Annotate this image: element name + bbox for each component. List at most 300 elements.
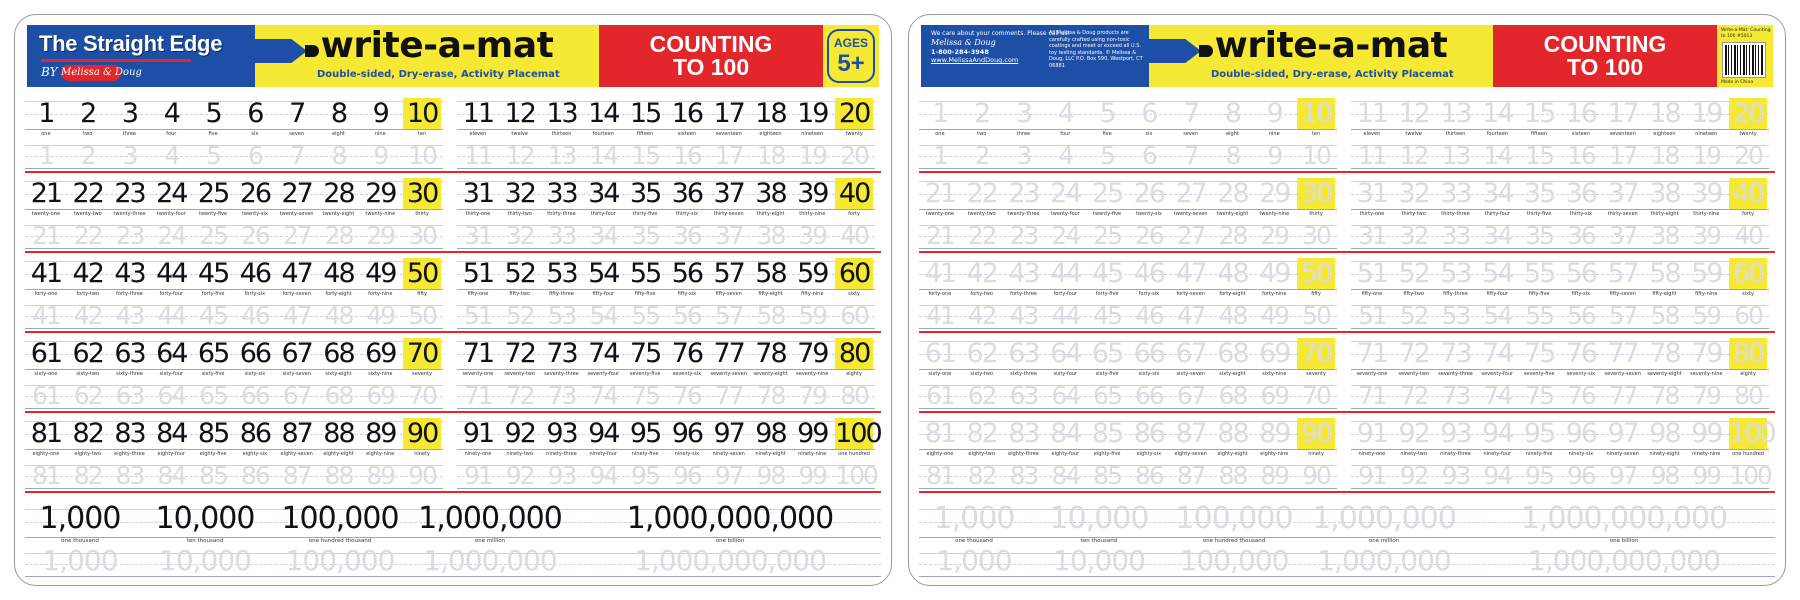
number-digit: 98 xyxy=(755,418,786,449)
number-cell xyxy=(150,93,192,169)
number-digit: 10 xyxy=(1297,98,1335,129)
number-digit: 74 xyxy=(1482,338,1513,369)
number-cell xyxy=(1253,413,1295,489)
number-digit: 61 xyxy=(30,338,62,369)
number-word: forty-seven xyxy=(1176,291,1205,297)
number-cell xyxy=(541,93,583,169)
big-number-item xyxy=(25,501,135,581)
number-cell xyxy=(359,173,401,249)
safety-notice: All Melissa & Doug products are carefully crafted using non-toxic coatings and meet or exceed all U.S. toy testing standards. © Melissa & Doug, LLC P.O. Box 590, Westport, CT 06881 xyxy=(1049,30,1143,69)
number-digit: 53 xyxy=(546,258,577,289)
number-digit: 1 xyxy=(932,98,948,129)
number-cell xyxy=(401,93,443,169)
number-cell xyxy=(401,173,443,249)
number-cells xyxy=(1351,93,1769,169)
number-word: eighty-four xyxy=(1051,451,1080,457)
number-cells xyxy=(457,93,875,169)
number-digit: 6 xyxy=(1141,98,1157,129)
number-digit: 80 xyxy=(835,338,873,369)
number-digit: 91 xyxy=(1356,418,1388,449)
number-digit: 37 xyxy=(713,178,744,209)
number-trace: 68 xyxy=(1218,381,1247,410)
number-trace: 82 xyxy=(967,461,996,490)
number-word: one hundred xyxy=(1732,451,1764,457)
number-digit: 72 xyxy=(1398,338,1429,369)
number-cell xyxy=(1685,413,1727,489)
number-trace: 5 xyxy=(1100,141,1115,170)
number-word: eighty-three xyxy=(1008,451,1039,457)
big-number-item xyxy=(405,501,575,581)
number-digit: 16 xyxy=(1565,98,1597,129)
number-trace: 25 xyxy=(1093,221,1121,250)
number-cell xyxy=(192,93,234,169)
number-trace: 75 xyxy=(631,381,659,410)
number-trace: 96 xyxy=(672,461,701,490)
melissa-doug-logo: Melissa & Doug xyxy=(61,65,121,81)
number-word: twenty-two xyxy=(967,211,996,217)
row-half xyxy=(457,413,881,490)
number-trace: 62 xyxy=(967,381,996,410)
number-cell xyxy=(1644,413,1686,489)
number-digit: 28 xyxy=(1217,178,1248,209)
number-word: five xyxy=(208,131,218,137)
number-cell xyxy=(109,253,151,329)
number-trace: 36 xyxy=(672,221,701,250)
number-digit: 31 xyxy=(1356,178,1388,209)
number-digit: 66 xyxy=(239,338,271,369)
number-word: eighty-six xyxy=(242,451,268,457)
number-digit: 96 xyxy=(671,418,703,449)
number-word: ninety-six xyxy=(674,451,700,457)
number-cell xyxy=(1685,173,1727,249)
number-cell xyxy=(919,93,961,169)
big-number-word: one million xyxy=(1368,538,1400,544)
number-word: forty-two xyxy=(76,291,99,297)
number-trace: 21 xyxy=(31,221,60,250)
big-number-digit: 10,000 xyxy=(155,501,255,536)
number-word: ninety xyxy=(414,451,430,457)
number-word: forty-six xyxy=(1138,291,1160,297)
number-word: twenty-one xyxy=(925,211,955,217)
number-digit: 96 xyxy=(1565,418,1597,449)
number-trace: 40 xyxy=(1734,221,1762,250)
number-digit: 64 xyxy=(156,338,187,369)
number-trace: 4 xyxy=(164,141,179,170)
number-cell xyxy=(25,173,67,249)
number-digit: 2 xyxy=(80,98,96,129)
number-digit: 51 xyxy=(1356,258,1388,289)
number-cell xyxy=(1435,413,1477,489)
big-number-digit: 1,000,000 xyxy=(1312,501,1456,536)
number-cell xyxy=(1685,333,1727,409)
number-word: eighty-eight xyxy=(323,451,354,457)
number-digit: 24 xyxy=(156,178,187,209)
brand-panel xyxy=(27,25,255,87)
title-panel xyxy=(1149,25,1493,87)
number-trace: 89 xyxy=(1260,461,1289,490)
number-digit: 30 xyxy=(1297,178,1335,209)
number-trace: 84 xyxy=(157,461,186,490)
number-cells xyxy=(457,173,875,249)
number-digit: 40 xyxy=(835,178,873,209)
number-digit: 59 xyxy=(797,258,828,289)
number-cell xyxy=(1518,173,1560,249)
subject-panel xyxy=(599,25,823,87)
number-trace: 63 xyxy=(115,381,144,410)
number-cell xyxy=(708,413,750,489)
number-cell xyxy=(276,173,318,249)
number-digit: 70 xyxy=(403,338,441,369)
number-trace: 20 xyxy=(840,141,868,170)
row-half xyxy=(1351,413,1775,490)
number-cell xyxy=(1393,333,1435,409)
number-cell xyxy=(791,333,833,409)
number-cells xyxy=(457,333,875,409)
number-trace: 54 xyxy=(589,301,618,330)
row-half xyxy=(919,413,1337,489)
number-trace: 3 xyxy=(122,141,137,170)
number-word: sixteen xyxy=(677,131,696,137)
number-word: twenty-four xyxy=(156,211,186,217)
number-trace: 100 xyxy=(1729,461,1771,490)
number-trace: 93 xyxy=(547,461,576,490)
number-word: eighty-six xyxy=(1136,451,1162,457)
number-trace: 54 xyxy=(1483,301,1512,330)
number-cell xyxy=(234,333,276,409)
number-digit: 79 xyxy=(1691,338,1722,369)
number-word: ninety-six xyxy=(1568,451,1594,457)
big-numbers-row xyxy=(25,501,881,581)
number-cell xyxy=(666,173,708,249)
number-trace: 14 xyxy=(589,141,618,170)
number-cells xyxy=(25,413,443,489)
number-cells xyxy=(919,253,1337,329)
number-word: fourteen xyxy=(1486,131,1508,137)
number-trace: 25 xyxy=(199,221,227,250)
number-trace: 2 xyxy=(80,141,95,170)
number-trace: 9 xyxy=(373,141,388,170)
number-digit: 18 xyxy=(1649,98,1680,129)
number-trace: 52 xyxy=(1399,301,1428,330)
number-trace: 57 xyxy=(714,301,743,330)
number-word: ten xyxy=(1311,131,1321,137)
number-cell xyxy=(1295,413,1337,489)
number-word: ninety-nine xyxy=(798,451,827,457)
number-trace: 26 xyxy=(240,221,269,250)
number-trace: 40 xyxy=(840,221,868,250)
number-word: twenty-two xyxy=(73,211,102,217)
number-cell xyxy=(1602,413,1644,489)
number-digit: 59 xyxy=(1691,258,1722,289)
number-cell xyxy=(1644,253,1686,329)
number-digit: 83 xyxy=(1008,418,1039,449)
number-trace: 22 xyxy=(73,221,102,250)
number-digit: 81 xyxy=(30,418,62,449)
number-cell xyxy=(666,413,708,489)
number-word: seventy xyxy=(412,371,432,377)
number-trace: 78 xyxy=(1650,381,1679,410)
number-digit: 67 xyxy=(1175,338,1206,369)
row-half xyxy=(25,253,443,329)
number-cell xyxy=(1170,173,1212,249)
number-digit: 73 xyxy=(546,338,577,369)
number-cell xyxy=(1351,333,1393,409)
number-word: ninety-one xyxy=(464,451,492,457)
number-cell xyxy=(1560,333,1602,409)
number-digit: 81 xyxy=(924,418,956,449)
product-title: write-a-mat xyxy=(320,25,554,66)
number-cell xyxy=(666,253,708,329)
number-cell xyxy=(1435,253,1477,329)
number-word: two xyxy=(83,131,93,137)
number-trace: 8 xyxy=(1225,141,1240,170)
number-word: seventy-five xyxy=(1523,371,1555,377)
number-digit: 16 xyxy=(671,98,703,129)
number-digit: 13 xyxy=(1440,98,1471,129)
subject-line-2: TO 100 xyxy=(1566,54,1644,80)
number-trace: 23 xyxy=(1009,221,1038,250)
number-cell xyxy=(1476,93,1518,169)
number-cell xyxy=(1560,173,1602,249)
number-word: sixty-nine xyxy=(1262,371,1287,377)
number-cell xyxy=(1435,333,1477,409)
number-cells xyxy=(25,93,443,169)
number-cell xyxy=(666,333,708,409)
number-word: thirty-two xyxy=(1401,211,1426,217)
number-trace: 20 xyxy=(1734,141,1762,170)
number-digit: 34 xyxy=(1482,178,1513,209)
number-digit: 74 xyxy=(588,338,619,369)
number-trace: 72 xyxy=(505,381,534,410)
number-word: fifty-one xyxy=(467,291,489,297)
number-cell xyxy=(359,333,401,409)
number-cell xyxy=(457,253,499,329)
number-digit: 56 xyxy=(1565,258,1597,289)
number-trace: 19 xyxy=(798,141,827,170)
number-digit: 88 xyxy=(1217,418,1248,449)
big-number-item xyxy=(1299,501,1469,581)
number-trace: 39 xyxy=(1692,221,1721,250)
row-half xyxy=(919,333,1337,409)
number-cells xyxy=(457,253,875,329)
number-trace: 33 xyxy=(1441,221,1470,250)
barcode-label: Write-a-Mat: Counting to 100 #5013 xyxy=(1721,28,1771,39)
number-cell xyxy=(919,253,961,329)
big-number-trace: 1,000 xyxy=(936,544,1012,577)
number-trace: 35 xyxy=(1525,221,1553,250)
row-half xyxy=(919,93,1337,169)
number-digit: 71 xyxy=(462,338,494,369)
number-trace: 100 xyxy=(835,461,877,490)
row-separator xyxy=(25,491,881,493)
number-digit: 87 xyxy=(281,418,312,449)
number-word: ninety-eight xyxy=(755,451,786,457)
number-digit: 38 xyxy=(1649,178,1680,209)
number-word: eighty-four xyxy=(157,451,186,457)
number-cell xyxy=(1128,333,1170,409)
number-trace: 57 xyxy=(1608,301,1637,330)
number-row xyxy=(919,413,1775,493)
number-cell xyxy=(1602,93,1644,169)
number-digit: 79 xyxy=(797,338,828,369)
number-cell xyxy=(624,93,666,169)
number-trace: 6 xyxy=(1141,141,1156,170)
number-digit: 35 xyxy=(629,178,661,209)
number-digit: 99 xyxy=(1691,418,1722,449)
number-trace: 61 xyxy=(31,381,60,410)
number-trace: 11 xyxy=(463,141,492,170)
number-word: fifteen xyxy=(1531,131,1548,137)
number-digit: 57 xyxy=(1607,258,1638,289)
row-half xyxy=(457,93,875,169)
number-trace: 29 xyxy=(366,221,395,250)
number-word: forty-one xyxy=(928,291,952,297)
number-word: three xyxy=(1016,131,1031,137)
number-word: seventy-one xyxy=(1356,371,1388,377)
number-word: ninety-eight xyxy=(1649,451,1680,457)
number-word: eleven xyxy=(469,131,487,137)
number-trace: 74 xyxy=(1483,381,1512,410)
number-trace: 60 xyxy=(1734,301,1762,330)
number-row xyxy=(919,173,1775,253)
number-cell xyxy=(109,173,151,249)
number-trace: 37 xyxy=(714,221,743,250)
number-digit: 56 xyxy=(671,258,703,289)
number-cell xyxy=(318,333,360,409)
number-trace: 90 xyxy=(408,461,436,490)
number-word: thirty-eight xyxy=(1650,211,1679,217)
number-digit: 84 xyxy=(1050,418,1081,449)
number-trace: 98 xyxy=(756,461,785,490)
number-digit: 40 xyxy=(1729,178,1767,209)
number-trace: 18 xyxy=(756,141,785,170)
number-digit: 1 xyxy=(38,98,54,129)
row-half xyxy=(25,173,443,249)
number-digit: 68 xyxy=(323,338,354,369)
big-number-word: one thousand xyxy=(955,538,993,544)
number-word: seventy-eight xyxy=(1647,371,1682,377)
big-number-trace: 1,000,000 xyxy=(1317,544,1451,577)
number-word: thirty-nine xyxy=(1693,211,1720,217)
number-word: twenty-eight xyxy=(1216,211,1249,217)
number-cell xyxy=(1044,253,1086,329)
number-trace: 1 xyxy=(932,141,947,170)
number-trace: 32 xyxy=(505,221,534,250)
number-digit: 17 xyxy=(1607,98,1638,129)
number-trace: 46 xyxy=(1134,301,1163,330)
number-trace: 70 xyxy=(408,381,436,410)
subject-line-2: TO 100 xyxy=(672,54,750,80)
number-trace: 76 xyxy=(1566,381,1595,410)
number-word: eighteen xyxy=(759,131,782,137)
number-digit: 9 xyxy=(1266,98,1282,129)
number-cell xyxy=(1393,413,1435,489)
number-cell xyxy=(1086,173,1128,249)
number-word: ninety-two xyxy=(506,451,533,457)
number-digit: 62 xyxy=(966,338,997,369)
number-cell xyxy=(1295,93,1337,169)
number-digit: 69 xyxy=(1259,338,1290,369)
number-digit: 65 xyxy=(197,338,229,369)
big-number-digit: 10,000 xyxy=(1049,501,1149,536)
made-in-label: Made in China xyxy=(1721,80,1754,85)
big-number-word: ten thousand xyxy=(186,538,224,544)
number-word: thirty-six xyxy=(1569,211,1592,217)
number-trace: 99 xyxy=(798,461,827,490)
number-digit: 2 xyxy=(974,98,990,129)
number-cell xyxy=(708,93,750,169)
number-row xyxy=(25,93,881,173)
number-word: eighty-eight xyxy=(1217,451,1248,457)
number-word: ten xyxy=(417,131,427,137)
number-trace: 42 xyxy=(73,301,102,330)
number-word: ninety-three xyxy=(546,451,577,457)
big-number-trace: 1,000,000,000 xyxy=(634,544,826,577)
number-trace: 69 xyxy=(366,381,395,410)
number-cells xyxy=(919,413,1337,489)
number-cell xyxy=(919,333,961,409)
number-trace: 50 xyxy=(408,301,436,330)
number-word: six xyxy=(1145,131,1153,137)
number-word: twenty-seven xyxy=(279,211,314,217)
number-cell xyxy=(1476,173,1518,249)
number-digit: 97 xyxy=(1607,418,1638,449)
number-trace: 30 xyxy=(408,221,436,250)
number-cell xyxy=(1476,253,1518,329)
number-cell xyxy=(708,173,750,249)
number-cell xyxy=(750,253,792,329)
number-word: seventy-three xyxy=(1438,371,1473,377)
number-trace: 92 xyxy=(1399,461,1428,490)
number-digit: 58 xyxy=(1649,258,1680,289)
number-trace: 7 xyxy=(289,141,304,170)
company-name: Melissa & Doug xyxy=(931,38,996,47)
number-row xyxy=(919,93,1775,173)
number-word: sixty-one xyxy=(928,371,952,377)
number-word: four xyxy=(166,131,177,137)
placemat-back xyxy=(908,14,1786,586)
number-word: thirteen xyxy=(551,131,572,137)
number-trace: 89 xyxy=(366,461,395,490)
number-cell xyxy=(582,173,624,249)
number-digit: 9 xyxy=(372,98,388,129)
number-trace: 58 xyxy=(756,301,785,330)
number-word: forty xyxy=(848,211,860,217)
barcode-panel xyxy=(1717,25,1773,87)
number-word: forty-nine xyxy=(1262,291,1287,297)
number-digit: 50 xyxy=(1297,258,1335,289)
number-word: twenty-six xyxy=(241,211,268,217)
number-cell xyxy=(1295,333,1337,409)
number-word: thirty-seven xyxy=(713,211,744,217)
number-cell xyxy=(750,93,792,169)
row-half xyxy=(1351,173,1769,249)
big-number-word: one thousand xyxy=(61,538,99,544)
number-digit: 68 xyxy=(1217,338,1248,369)
number-trace: 90 xyxy=(1302,461,1330,490)
product-subtitle: Double-sided, Dry-erase, Activity Placemat xyxy=(317,69,560,80)
number-word: ninety xyxy=(1308,451,1324,457)
number-trace: 88 xyxy=(1218,461,1247,490)
number-digit: 29 xyxy=(365,178,396,209)
big-number-word: one hundred thousand xyxy=(1202,538,1266,544)
number-trace: 10 xyxy=(1302,141,1330,170)
number-word: nine xyxy=(374,131,386,137)
number-word: seventy-nine xyxy=(1690,371,1723,377)
number-cell xyxy=(1602,173,1644,249)
number-word: seventeen xyxy=(1609,131,1636,137)
number-cells xyxy=(1351,173,1769,249)
